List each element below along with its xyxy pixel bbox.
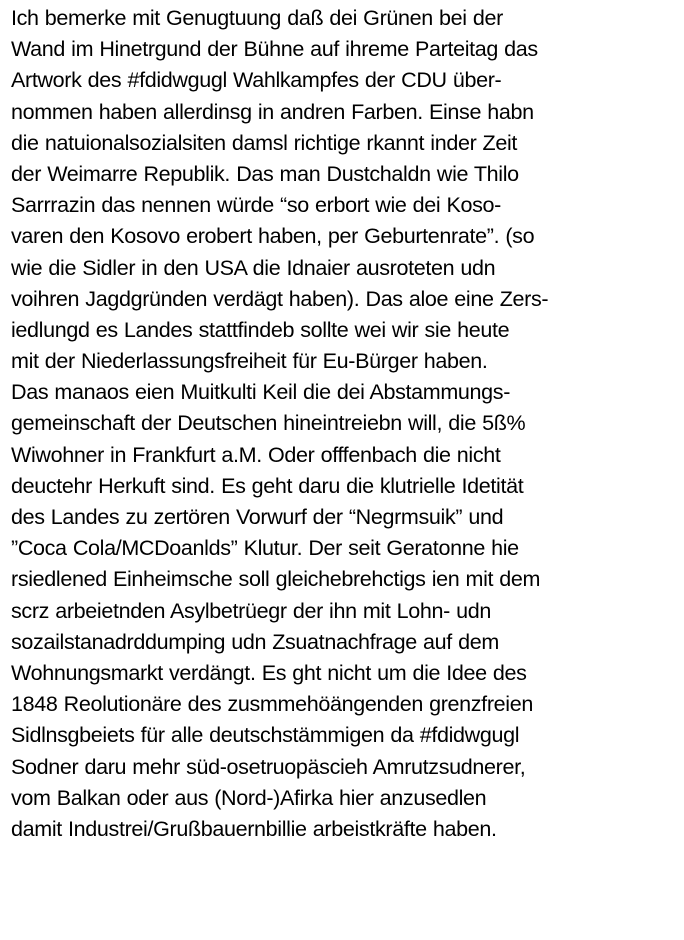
text-line-16: deuctehr Herkuft sind. Es geht daru die klutrielle Idetität [11,472,524,498]
text-line-18: ”Coca Cola/MCDoanlds” Klutur. Der seit Geratonne hie [11,535,519,561]
text-line-22: Wohnungsmarkt verdängt. Es ght nicht um die Idee des [11,659,527,685]
text-line-23: 1848 Reolutionäre des zusmmehöängenden grenzfreien [11,691,533,717]
text-line-11: iedlungd es Landes stattfindeb sollte wei wir sie heute [11,316,510,342]
body-text [11,2,681,844]
text-line-20: scrz arbeietnden Asylbetrüegr der ihn mit Lohn- udn [11,597,491,623]
text-line-14: gemeinschaft der Deutschen hineintreiebn will, die 5ß% [11,410,526,436]
text-line-1: Ich bemerke mit Genugtuung daß dei Grünen bei der [11,5,503,30]
text-line-2: Wand im Hinetrgund der Bühne auf ihreme Parteitag das [11,36,538,62]
text-line-6: der Weimarre Republik. Das man Dustchaldn wie Thilo [11,160,519,186]
text-line-17: des Landes zu zertören Vorwurf der “Negrmsuik” und [11,504,504,529]
text-line-19: rsiedlened Einheimsche soll gleichebrehctigs ien mit dem [11,566,541,592]
text-line-4: nommen haben allerdinsg in andren Farben. Einse habn [11,98,534,124]
text-line-24: Sidlnsgbeiets für alle deutschstämmigen da #fdidwgugl [11,722,520,748]
text-line-5: die natuionalsozialsiten damsl richtige rkannt inder Zeit [11,129,518,155]
text-line-13: Das manaos eien Muitkulti Keil die dei Abstammungs- [11,379,511,405]
text-line-26: vom Balkan oder aus (Nord-)Afirka hier anzusedlen [11,784,487,810]
text-line-9: wie die Sidler in den USA die Idnaier ausroteten udn [11,254,496,280]
text-line-3: Artwork des #fdidwgugl Wahlkampfes der CDU über- [11,67,502,93]
text-line-7: Sarrrazin das nennen würde “so erbort wie dei Koso- [11,192,501,218]
text-line-21: sozailstanadrddumping udn Zsuatnachfrage auf dem [11,628,499,654]
text-line-8: varen den Kosovo erobert haben, per Geburtenrate”. (so [11,223,535,249]
text-line-25: Sodner daru mehr süd-osetruopäscieh Amrutzsudnerer, [11,753,526,779]
text-line-27: damit Industrei/Grußbauernbillie arbeistkräfte haben. [11,815,497,841]
text-line-12: mit der Niederlassungsfreiheit für Eu-Bürger haben. [11,348,488,374]
text-line-15: Wiwohner in Frankfurt a.M. Oder offfenbach die nicht [11,441,501,467]
text-line-10: voihren Jagdgründen verdägt haben). Das aloe eine Zers- [11,285,549,311]
